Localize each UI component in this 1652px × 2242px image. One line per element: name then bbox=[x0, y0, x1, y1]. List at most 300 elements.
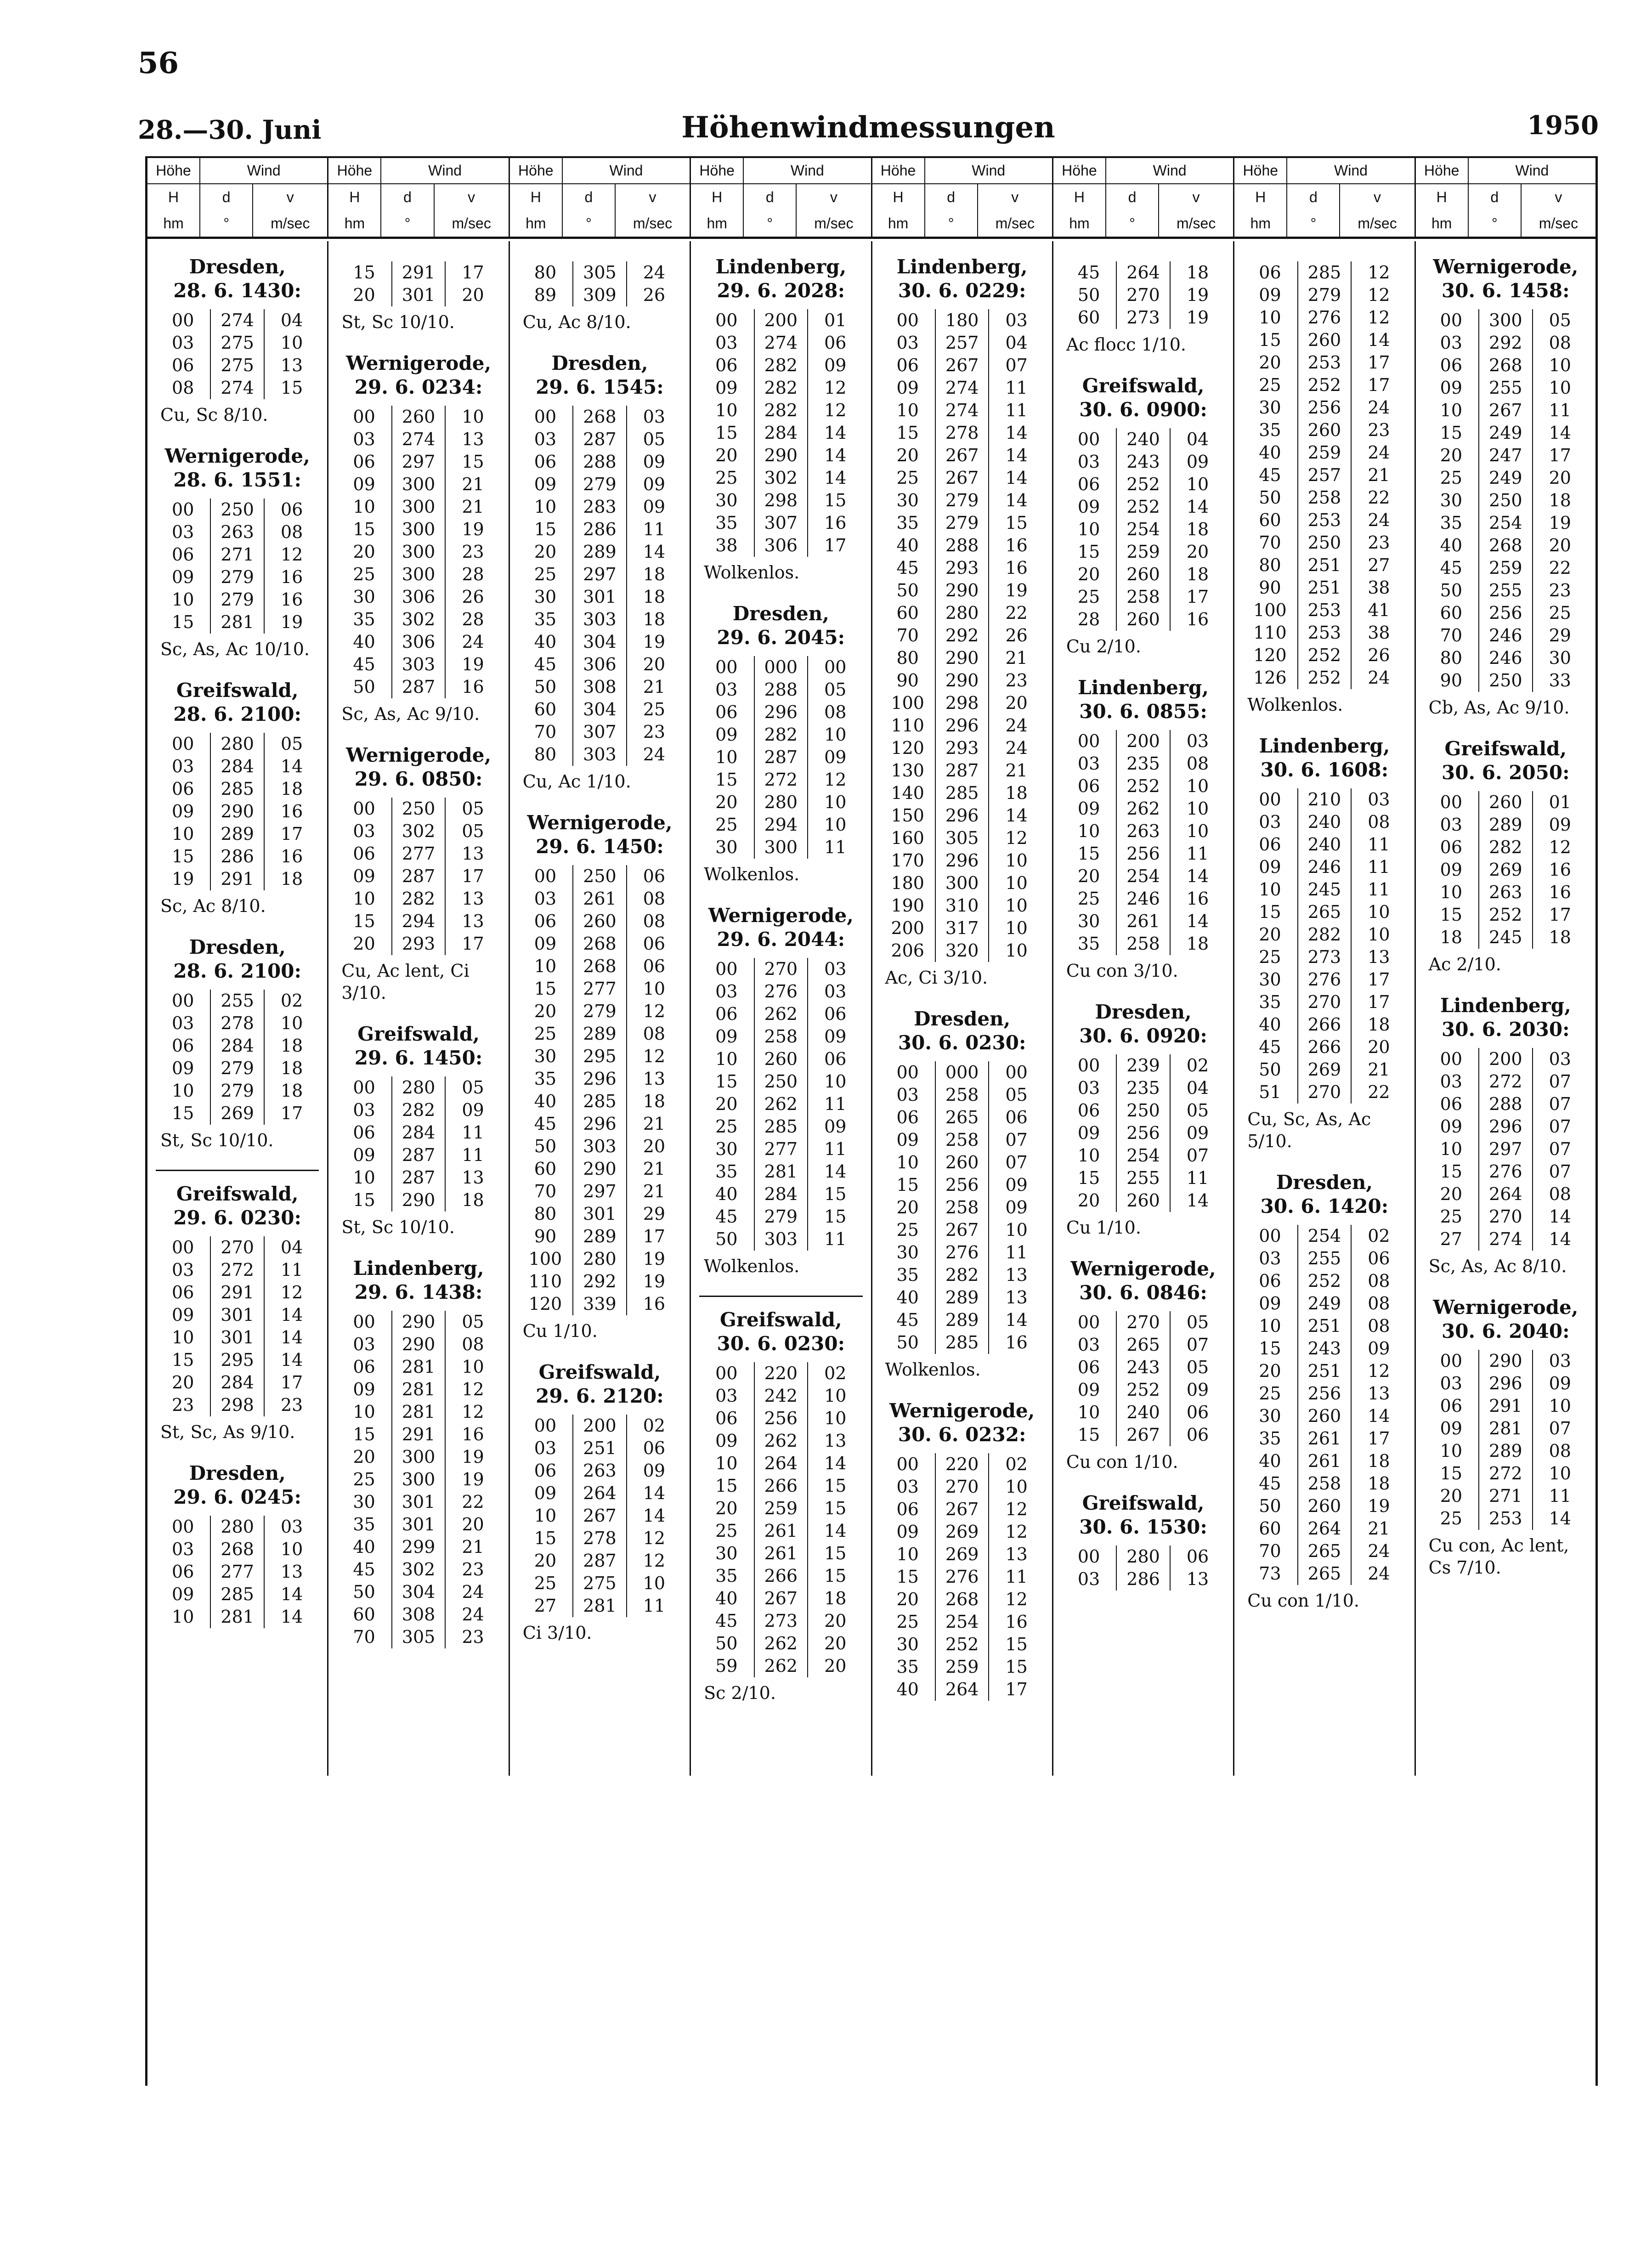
table-row bbox=[518, 563, 681, 586]
speed-cell: 21 bbox=[643, 1181, 666, 1201]
height-cell: 15 bbox=[1077, 844, 1100, 864]
direction-cell: 279 bbox=[210, 1057, 264, 1080]
table-row bbox=[881, 1219, 1044, 1241]
direction-cell: 293 bbox=[935, 557, 989, 579]
header-ms: m/sec bbox=[452, 215, 491, 232]
table-row bbox=[1424, 422, 1587, 444]
height-cell: 06 bbox=[896, 1499, 919, 1519]
direction-cell: 270 bbox=[1297, 1081, 1352, 1104]
direction-cell: 287 bbox=[935, 759, 989, 782]
speed-cell: 16 bbox=[1005, 535, 1028, 555]
speed-cell: 12 bbox=[1005, 1589, 1028, 1609]
direction-cell: 290 bbox=[754, 444, 808, 467]
height-cell: 20 bbox=[172, 1372, 194, 1393]
direction-cell: 284 bbox=[210, 1371, 264, 1394]
height-cell: 06 bbox=[715, 1004, 738, 1024]
table-row bbox=[881, 534, 1044, 557]
direction-cell: 253 bbox=[1297, 622, 1352, 644]
table-row bbox=[699, 1138, 862, 1161]
height-cell: 100 bbox=[891, 693, 924, 713]
measurement-rows bbox=[337, 261, 500, 306]
direction-cell: 289 bbox=[935, 1286, 989, 1309]
direction-cell: 303 bbox=[572, 1135, 627, 1158]
station-block bbox=[337, 1257, 500, 1648]
table-row bbox=[1062, 1189, 1225, 1212]
speed-cell: 13 bbox=[462, 911, 484, 931]
direction-cell: 270 bbox=[1478, 1206, 1533, 1228]
table-row bbox=[1243, 1247, 1406, 1270]
height-cell: 35 bbox=[1440, 513, 1463, 533]
table-row bbox=[881, 512, 1044, 534]
direction-cell: 293 bbox=[935, 737, 989, 759]
height-cell: 25 bbox=[715, 1521, 738, 1541]
header-hm: hm bbox=[1053, 210, 1106, 237]
speed-cell: 10 bbox=[1186, 776, 1209, 796]
measurement-rows bbox=[1243, 788, 1406, 1104]
speed-cell: 05 bbox=[824, 679, 847, 700]
header-deg: ° bbox=[200, 210, 253, 237]
speed-cell: 20 bbox=[462, 285, 484, 305]
direction-cell: 259 bbox=[1478, 557, 1533, 579]
direction-cell: 274 bbox=[1478, 1228, 1533, 1251]
speed-cell: 05 bbox=[462, 821, 484, 841]
table-row bbox=[156, 498, 319, 521]
direction-cell: 282 bbox=[1297, 923, 1352, 946]
table-row bbox=[881, 377, 1044, 399]
height-cell: 06 bbox=[172, 355, 194, 375]
height-cell: 45 bbox=[1259, 465, 1281, 485]
table-row bbox=[1424, 859, 1587, 881]
cloud-note: Cu, Sc 8/10. bbox=[160, 405, 268, 425]
table-row bbox=[1424, 926, 1587, 949]
height-cell: 15 bbox=[1077, 1425, 1100, 1445]
station-block bbox=[156, 1461, 319, 1628]
table-row bbox=[699, 444, 862, 467]
height-cell: 70 bbox=[1440, 625, 1463, 645]
height-cell: 06 bbox=[1077, 474, 1100, 494]
direction-cell: 258 bbox=[1116, 933, 1170, 955]
table-row bbox=[518, 1203, 681, 1225]
station-block bbox=[1243, 261, 1406, 716]
direction-cell: 303 bbox=[572, 608, 627, 631]
direction-cell: 284 bbox=[210, 755, 264, 778]
table-row bbox=[881, 1309, 1044, 1331]
speed-cell: 24 bbox=[1368, 442, 1390, 463]
direction-cell: 254 bbox=[1478, 512, 1533, 534]
height-cell: 50 bbox=[715, 1229, 738, 1249]
table-row bbox=[1243, 1405, 1406, 1427]
height-cell: 35 bbox=[715, 513, 738, 533]
direction-cell: 272 bbox=[1478, 1462, 1533, 1485]
direction-cell: 200 bbox=[572, 1415, 627, 1437]
direction-cell: 279 bbox=[754, 1206, 808, 1228]
speed-cell: 09 bbox=[824, 355, 847, 375]
height-cell: 206 bbox=[891, 940, 924, 961]
table-row bbox=[699, 836, 862, 859]
table-row bbox=[518, 1527, 681, 1550]
header-v: v bbox=[1011, 189, 1019, 205]
speed-cell: 06 bbox=[824, 1049, 847, 1069]
speed-cell: 06 bbox=[824, 1004, 847, 1024]
station-block bbox=[699, 1296, 862, 1704]
direction-cell: 274 bbox=[210, 309, 264, 332]
direction-cell: 299 bbox=[391, 1536, 446, 1558]
table-row bbox=[699, 1183, 862, 1206]
table-row bbox=[518, 955, 681, 978]
station-name: Dresden, bbox=[189, 936, 286, 958]
height-cell: 10 bbox=[172, 1327, 194, 1347]
speed-cell: 05 bbox=[280, 734, 303, 754]
header-d: d bbox=[1469, 184, 1522, 210]
table-row bbox=[337, 284, 500, 306]
direction-cell: 249 bbox=[1297, 1292, 1352, 1315]
height-cell: 60 bbox=[1440, 603, 1463, 623]
speed-cell: 00 bbox=[1005, 1062, 1028, 1082]
speed-cell: 17 bbox=[1368, 1428, 1390, 1449]
direction-cell: 305 bbox=[572, 261, 627, 284]
page-title: Höhenwindmessungen bbox=[681, 110, 1055, 145]
direction-cell: 243 bbox=[1297, 1337, 1352, 1360]
speed-cell: 11 bbox=[280, 1260, 303, 1280]
direction-cell: 246 bbox=[1478, 624, 1533, 647]
speed-cell: 08 bbox=[643, 911, 666, 931]
direction-cell: 300 bbox=[391, 563, 446, 586]
direction-cell: 280 bbox=[210, 1516, 264, 1538]
height-cell: 10 bbox=[715, 400, 738, 420]
cloud-note: Sc, As, Ac 8/10. bbox=[1428, 1256, 1567, 1276]
header-ms: m/sec bbox=[814, 215, 854, 232]
direction-cell: 320 bbox=[935, 940, 989, 962]
direction-cell: 280 bbox=[210, 733, 264, 755]
table-row bbox=[699, 1385, 862, 1407]
station-block bbox=[1062, 1000, 1225, 1239]
direction-cell: 281 bbox=[391, 1401, 446, 1423]
station-name: Lindenberg, bbox=[1440, 994, 1571, 1017]
speed-cell: 07 bbox=[1549, 1161, 1571, 1182]
header-H: H bbox=[872, 184, 925, 210]
height-cell: 30 bbox=[1259, 397, 1281, 418]
speed-cell: 14 bbox=[1005, 805, 1028, 826]
height-cell: 15 bbox=[896, 1567, 919, 1587]
speed-cell: 18 bbox=[1368, 1451, 1390, 1471]
table-row bbox=[518, 428, 681, 451]
height-cell: 03 bbox=[715, 679, 738, 700]
header-v: v bbox=[1374, 189, 1381, 205]
speed-cell: 29 bbox=[1549, 625, 1571, 645]
speed-cell: 13 bbox=[280, 355, 303, 375]
direction-cell: 256 bbox=[1297, 1382, 1352, 1405]
speed-cell: 12 bbox=[643, 1551, 666, 1571]
measurement-rows bbox=[518, 261, 681, 306]
station-block bbox=[156, 1170, 319, 1443]
direction-cell: 289 bbox=[210, 823, 264, 845]
speed-cell: 09 bbox=[1005, 1175, 1028, 1195]
direction-cell: 292 bbox=[1478, 332, 1533, 354]
table-row bbox=[881, 1151, 1044, 1174]
direction-cell: 284 bbox=[754, 422, 808, 444]
direction-cell: 279 bbox=[935, 489, 989, 512]
direction-cell: 265 bbox=[935, 1106, 989, 1129]
direction-cell: 282 bbox=[754, 377, 808, 399]
speed-cell: 17 bbox=[1368, 969, 1390, 990]
table-row bbox=[881, 827, 1044, 849]
direction-cell: 200 bbox=[1478, 1048, 1533, 1070]
speed-cell: 10 bbox=[1005, 850, 1028, 871]
measurement-rows bbox=[1424, 1350, 1587, 1530]
speed-cell: 11 bbox=[1549, 1486, 1571, 1506]
height-cell: 03 bbox=[353, 821, 375, 841]
height-cell: 45 bbox=[353, 654, 375, 674]
table-row bbox=[518, 631, 681, 653]
direction-cell: 273 bbox=[1297, 946, 1352, 968]
height-cell: 70 bbox=[353, 1627, 375, 1647]
speed-cell: 11 bbox=[643, 519, 666, 539]
speed-cell: 19 bbox=[462, 654, 484, 674]
height-cell: 03 bbox=[715, 333, 738, 353]
height-cell: 18 bbox=[1440, 927, 1463, 947]
cloud-note: Cu, Ac 1/10. bbox=[522, 771, 631, 792]
direction-cell: 300 bbox=[391, 496, 446, 518]
height-cell: 10 bbox=[534, 497, 557, 517]
table-row bbox=[1243, 811, 1406, 833]
height-cell: 40 bbox=[715, 1184, 738, 1204]
table-row bbox=[1062, 775, 1225, 798]
measurement-rows bbox=[156, 498, 319, 634]
speed-cell: 10 bbox=[1186, 474, 1209, 494]
direction-cell: 250 bbox=[1478, 489, 1533, 512]
height-cell: 80 bbox=[896, 648, 919, 668]
station-block bbox=[337, 1022, 500, 1238]
header-d: d bbox=[381, 184, 434, 210]
table-row bbox=[699, 814, 862, 836]
speed-cell: 11 bbox=[1368, 857, 1390, 877]
height-cell: 03 bbox=[896, 1477, 919, 1497]
speed-cell: 08 bbox=[1368, 1316, 1390, 1336]
direction-cell: 284 bbox=[210, 1035, 264, 1057]
direction-cell: 276 bbox=[754, 980, 808, 1003]
table-row bbox=[1243, 856, 1406, 878]
height-cell: 06 bbox=[715, 702, 738, 722]
table-row bbox=[156, 1236, 319, 1259]
direction-cell: 267 bbox=[935, 1498, 989, 1521]
height-cell: 70 bbox=[534, 1181, 557, 1201]
station-block bbox=[1243, 1171, 1406, 1612]
direction-cell: 287 bbox=[391, 1144, 446, 1166]
speed-cell: 16 bbox=[1005, 1332, 1028, 1353]
table-row bbox=[699, 1407, 862, 1430]
height-cell: 30 bbox=[715, 837, 738, 857]
measurement-columns bbox=[147, 241, 1595, 1776]
station-name: Wernigerode, bbox=[164, 445, 310, 467]
direction-cell: 258 bbox=[1297, 1472, 1352, 1495]
direction-cell: 302 bbox=[391, 608, 446, 631]
speed-cell: 26 bbox=[643, 285, 666, 305]
table-row bbox=[156, 566, 319, 589]
direction-cell: 278 bbox=[935, 422, 989, 444]
speed-cell: 13 bbox=[643, 1069, 666, 1089]
direction-cell: 256 bbox=[1116, 1122, 1170, 1144]
direction-cell: 263 bbox=[1478, 881, 1533, 904]
cloud-note: Cu 1/10. bbox=[522, 1321, 598, 1341]
table-row bbox=[881, 354, 1044, 377]
table-row bbox=[337, 1446, 500, 1468]
height-cell: 00 bbox=[353, 1312, 375, 1332]
direction-cell: 257 bbox=[935, 332, 989, 354]
table-row bbox=[1062, 1054, 1225, 1077]
height-cell: 40 bbox=[1259, 1451, 1281, 1471]
table-row bbox=[699, 1228, 862, 1251]
height-cell: 110 bbox=[891, 715, 924, 736]
height-cell: 40 bbox=[896, 1679, 919, 1699]
direction-cell: 296 bbox=[935, 804, 989, 827]
speed-cell: 14 bbox=[643, 1483, 666, 1503]
direction-cell: 306 bbox=[572, 653, 627, 676]
station-time: 30. 6. 0900: bbox=[1079, 398, 1207, 421]
speed-cell: 17 bbox=[1549, 905, 1571, 925]
direction-cell: 265 bbox=[1116, 1334, 1170, 1356]
direction-cell: 297 bbox=[1478, 1138, 1533, 1161]
table-row bbox=[1062, 843, 1225, 865]
speed-cell: 10 bbox=[824, 815, 847, 835]
speed-cell: 21 bbox=[643, 677, 666, 697]
speed-cell: 16 bbox=[1005, 1612, 1028, 1632]
direction-cell: 260 bbox=[1297, 329, 1352, 351]
station-name: Wernigerode, bbox=[1433, 255, 1578, 278]
speed-cell: 15 bbox=[1005, 1634, 1028, 1654]
speed-cell: 06 bbox=[1186, 1425, 1209, 1445]
table-row bbox=[337, 676, 500, 698]
direction-cell: 274 bbox=[754, 332, 808, 354]
speed-cell: 08 bbox=[1549, 1441, 1571, 1461]
speed-cell: 09 bbox=[1005, 1197, 1028, 1217]
speed-cell: 18 bbox=[1186, 519, 1209, 539]
table-row bbox=[881, 1061, 1044, 1084]
height-cell: 00 bbox=[896, 1062, 919, 1082]
station-time: 29. 6. 2044: bbox=[717, 928, 845, 951]
header-H: H bbox=[328, 184, 381, 210]
direction-cell: 252 bbox=[1297, 644, 1352, 667]
direction-cell: 270 bbox=[754, 958, 808, 980]
height-cell: 50 bbox=[1077, 285, 1100, 305]
speed-cell: 10 bbox=[462, 1357, 484, 1377]
height-cell: 15 bbox=[896, 423, 919, 443]
direction-cell: 307 bbox=[572, 721, 627, 743]
height-cell: 06 bbox=[353, 1122, 375, 1143]
page-header bbox=[138, 32, 1599, 152]
direction-cell: 285 bbox=[935, 1331, 989, 1354]
speed-cell: 07 bbox=[1549, 1071, 1571, 1092]
height-cell: 40 bbox=[1440, 535, 1463, 555]
height-cell: 30 bbox=[353, 587, 375, 607]
table-row bbox=[518, 473, 681, 496]
direction-cell: 309 bbox=[572, 284, 627, 306]
direction-cell: 303 bbox=[391, 653, 446, 676]
direction-cell: 296 bbox=[1478, 1115, 1533, 1138]
speed-cell: 17 bbox=[280, 824, 303, 844]
height-cell: 06 bbox=[1259, 834, 1281, 855]
direction-cell: 264 bbox=[1297, 1517, 1352, 1540]
station-block bbox=[337, 261, 500, 333]
header-deg: ° bbox=[1287, 210, 1340, 237]
table-row bbox=[156, 354, 319, 377]
direction-cell: 260 bbox=[1116, 1189, 1170, 1212]
speed-cell: 17 bbox=[824, 535, 847, 555]
speed-cell: 10 bbox=[824, 725, 847, 745]
direction-cell: 249 bbox=[1478, 467, 1533, 489]
speed-cell: 20 bbox=[462, 1514, 484, 1534]
direction-cell: 258 bbox=[754, 1025, 808, 1048]
station-name: Dresden, bbox=[1095, 1001, 1192, 1023]
direction-cell: 285 bbox=[572, 1090, 627, 1113]
height-cell: 30 bbox=[534, 1046, 557, 1066]
station-time: 29. 6. 0245: bbox=[173, 1486, 301, 1508]
table-row bbox=[337, 608, 500, 631]
height-cell: 06 bbox=[1440, 355, 1463, 375]
table-row bbox=[337, 798, 500, 820]
cloud-note: Wolkenlos. bbox=[704, 864, 800, 884]
direction-cell: 265 bbox=[1297, 901, 1352, 923]
table-row bbox=[699, 1497, 862, 1520]
station-block bbox=[337, 743, 500, 1004]
speed-cell: 10 bbox=[280, 1539, 303, 1559]
table-row bbox=[1062, 586, 1225, 608]
speed-cell: 02 bbox=[1368, 1226, 1390, 1246]
speed-cell: 21 bbox=[462, 474, 484, 494]
station-block bbox=[699, 602, 862, 885]
speed-cell: 21 bbox=[1368, 465, 1390, 485]
height-cell: 06 bbox=[1077, 1100, 1100, 1121]
height-cell: 10 bbox=[353, 1402, 375, 1422]
table-row bbox=[699, 1587, 862, 1610]
speed-cell: 16 bbox=[280, 846, 303, 866]
speed-cell: 05 bbox=[1549, 310, 1571, 330]
speed-cell: 15 bbox=[280, 378, 303, 398]
table-row bbox=[699, 399, 862, 422]
speed-cell: 20 bbox=[1368, 1037, 1390, 1057]
direction-cell: 305 bbox=[391, 1626, 446, 1648]
table-row bbox=[1243, 351, 1406, 374]
speed-cell: 14 bbox=[1368, 1406, 1390, 1426]
data-column bbox=[1234, 241, 1415, 1776]
height-cell: 00 bbox=[1077, 1055, 1100, 1076]
direction-cell: 252 bbox=[935, 1633, 989, 1656]
height-cell: 35 bbox=[353, 609, 375, 629]
direction-cell: 250 bbox=[572, 865, 627, 888]
direction-cell: 246 bbox=[1116, 888, 1170, 910]
height-cell: 15 bbox=[1077, 1168, 1100, 1188]
direction-cell: 288 bbox=[572, 451, 627, 473]
direction-cell: 253 bbox=[1478, 1507, 1533, 1530]
speed-cell: 10 bbox=[1549, 1463, 1571, 1483]
height-cell: 15 bbox=[353, 1190, 375, 1210]
speed-cell: 14 bbox=[1005, 468, 1028, 488]
direction-cell: 250 bbox=[210, 498, 264, 521]
table-row bbox=[1424, 647, 1587, 669]
speed-cell: 13 bbox=[1186, 1569, 1209, 1589]
direction-cell: 264 bbox=[935, 1678, 989, 1701]
speed-cell: 18 bbox=[280, 779, 303, 799]
cloud-note: Ac flocc 1/10. bbox=[1066, 334, 1186, 355]
table-row bbox=[156, 1102, 319, 1125]
table-row bbox=[1243, 487, 1406, 509]
direction-cell: 277 bbox=[754, 1138, 808, 1161]
header-v: v bbox=[468, 189, 475, 205]
direction-cell: 303 bbox=[754, 1228, 808, 1251]
speed-cell: 18 bbox=[643, 587, 666, 607]
header-d: d bbox=[1106, 184, 1159, 210]
direction-cell: 291 bbox=[391, 261, 446, 284]
speed-cell: 16 bbox=[280, 589, 303, 610]
